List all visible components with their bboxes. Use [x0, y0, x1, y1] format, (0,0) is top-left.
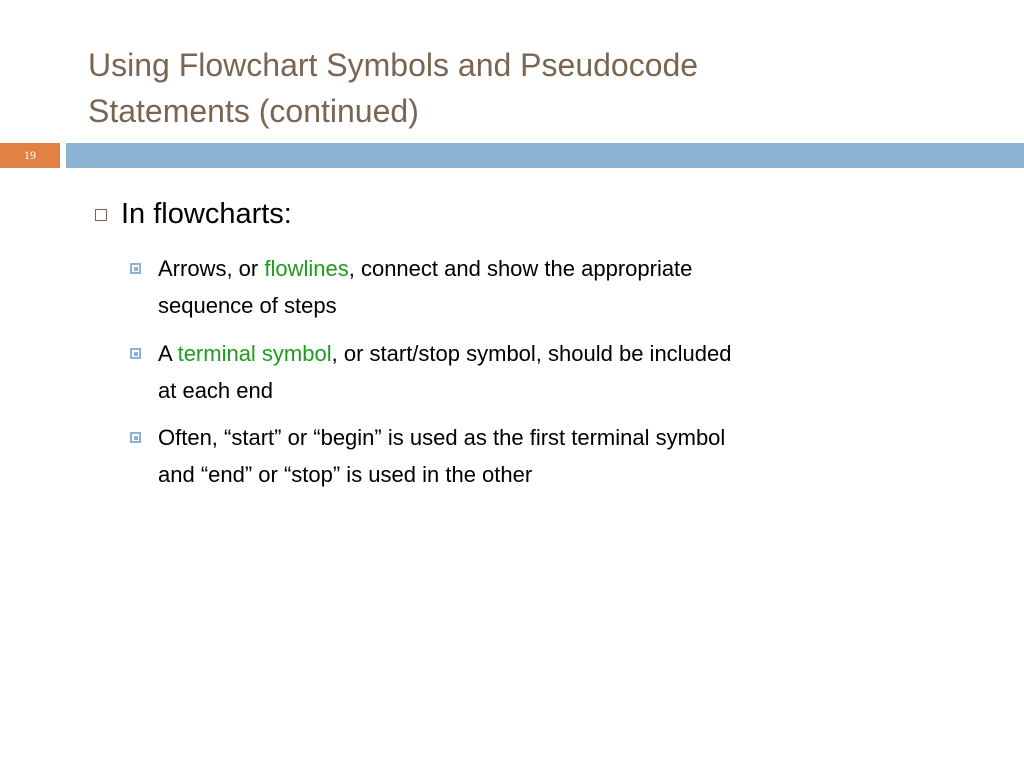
- bullet-text-line: [158, 250, 928, 287]
- square-bullet-icon: [130, 432, 141, 443]
- hollow-square-bullet-icon: [95, 209, 107, 221]
- bullet-text-line: sequence of steps: [158, 293, 337, 318]
- bullet-text-segment: , connect and show the appropriate: [348, 256, 693, 281]
- bullet-text-line: at each end: [158, 378, 273, 403]
- bullet-text: [158, 419, 928, 493]
- bullet-level-1: [95, 194, 292, 234]
- bullet-text: [158, 250, 928, 324]
- slide-title-line-2: Statements (continued): [88, 93, 419, 129]
- bullet-text-line: and “end” or “stop” is used in the other: [158, 462, 533, 487]
- square-bullet-icon: [130, 263, 141, 274]
- bullet-text-line: [158, 335, 928, 372]
- slide-number: 19: [0, 143, 60, 168]
- bullet-heading: In flowcharts:: [121, 198, 292, 230]
- slide-title-line-1: Using Flowchart Symbols and Pseudocode: [88, 47, 699, 83]
- bullet-text-segment: , or start/stop symbol, should be included: [331, 341, 732, 366]
- bullet-item: [130, 419, 930, 493]
- bullet-item: [130, 335, 930, 409]
- bullet-item: [130, 250, 930, 324]
- square-bullet-icon: [130, 348, 141, 359]
- bullet-text-line: Often, “start” or “begin” is used as the first terminal symbol: [158, 425, 726, 450]
- highlighted-term: flowlines: [264, 256, 349, 281]
- bullet-text-segment: Arrows, or: [158, 256, 265, 281]
- bullet-text-segment: A: [158, 341, 178, 366]
- bullet-text: [158, 335, 928, 409]
- highlighted-term: terminal symbol: [177, 341, 332, 366]
